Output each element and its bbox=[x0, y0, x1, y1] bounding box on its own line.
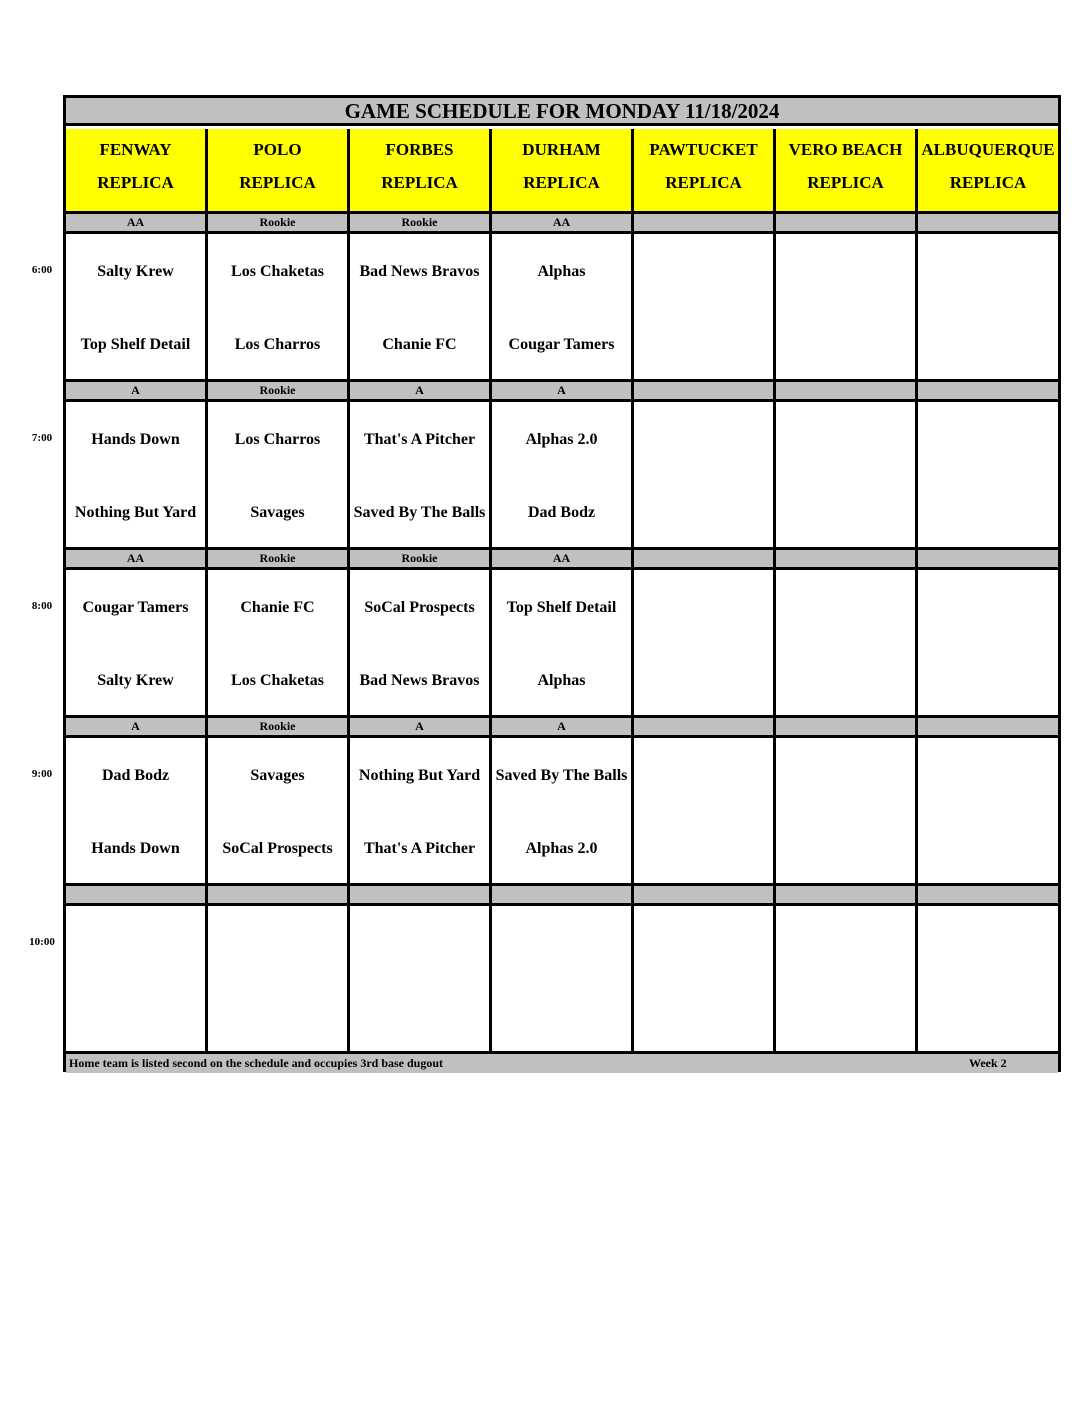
game-cell bbox=[634, 570, 773, 715]
home-team: Top Shelf Detail bbox=[80, 335, 191, 353]
time-label: 8:00 bbox=[31, 600, 53, 612]
game-cell bbox=[66, 570, 205, 715]
game-cell bbox=[918, 570, 1058, 715]
game-cell bbox=[350, 906, 489, 1051]
schedule-title: GAME SCHEDULE FOR MONDAY 11/18/2024 bbox=[66, 98, 1058, 126]
away-team bbox=[918, 417, 1058, 461]
time-label: 6:00 bbox=[31, 264, 53, 276]
column-divider-line bbox=[631, 129, 634, 1054]
away-team bbox=[918, 921, 1058, 965]
game-cell bbox=[350, 402, 489, 547]
time-label: 9:00 bbox=[31, 768, 53, 780]
away-team: Alphas 2.0 bbox=[525, 430, 598, 448]
home-team: Savages bbox=[250, 503, 305, 521]
game-cell bbox=[776, 738, 915, 883]
away-team: Cougar Tamers bbox=[82, 598, 189, 616]
home-team bbox=[776, 322, 915, 366]
division-cell bbox=[492, 886, 631, 903]
home-team bbox=[918, 490, 1058, 534]
away-team: Top Shelf Detail bbox=[506, 598, 617, 616]
away-team bbox=[918, 249, 1058, 293]
game-cell bbox=[208, 906, 347, 1051]
away-team: That's A Pitcher bbox=[363, 430, 476, 448]
week-label: Week 2 bbox=[969, 1056, 1007, 1070]
game-cell bbox=[634, 402, 773, 547]
division-cell bbox=[776, 214, 915, 231]
field-name: FORBES bbox=[385, 140, 454, 159]
game-cell bbox=[66, 738, 205, 883]
field-header bbox=[634, 129, 773, 211]
field-header bbox=[66, 129, 205, 211]
home-team: Los Chaketas bbox=[231, 671, 324, 689]
away-team bbox=[918, 585, 1058, 629]
away-team: Savages bbox=[250, 766, 305, 784]
footer-note: Home team is listed second on the schedule and occupies 3rd base dugout bbox=[69, 1056, 444, 1070]
field-name: POLO bbox=[253, 140, 302, 159]
away-team: Salty Krew bbox=[97, 262, 174, 280]
game-cell bbox=[350, 570, 489, 715]
game-cell bbox=[492, 570, 631, 715]
away-team: Los Charros bbox=[234, 430, 321, 448]
away-team: Nothing But Yard bbox=[358, 766, 481, 784]
division-cell bbox=[634, 550, 773, 567]
home-team: Cougar Tamers bbox=[508, 335, 615, 353]
home-team bbox=[634, 322, 773, 366]
home-team: Saved By The Balls bbox=[353, 503, 486, 521]
game-cell bbox=[492, 234, 631, 379]
division-cell: AA bbox=[492, 214, 631, 231]
game-cell bbox=[776, 570, 915, 715]
division-cell bbox=[634, 718, 773, 735]
division-cell bbox=[776, 382, 915, 399]
schedule-table bbox=[63, 95, 1061, 1072]
home-team: Chanie FC bbox=[382, 335, 457, 353]
division-cell: Rookie bbox=[350, 214, 489, 231]
game-cell bbox=[492, 906, 631, 1051]
home-team: Alphas bbox=[537, 671, 586, 689]
away-team bbox=[634, 417, 773, 461]
column-divider-line bbox=[489, 129, 492, 1054]
division-cell bbox=[634, 382, 773, 399]
away-team bbox=[634, 585, 773, 629]
away-team: Los Chaketas bbox=[231, 262, 324, 280]
home-team: Salty Krew bbox=[97, 671, 174, 689]
game-cell bbox=[776, 402, 915, 547]
away-team: Hands Down bbox=[91, 430, 180, 448]
field-header bbox=[492, 129, 631, 211]
field-subtitle: REPLICA bbox=[665, 173, 742, 192]
away-team bbox=[776, 921, 915, 965]
home-team: Los Charros bbox=[234, 335, 321, 353]
field-subtitle: REPLICA bbox=[949, 173, 1027, 192]
field-name: VERO BEACH bbox=[788, 140, 903, 159]
away-team bbox=[776, 585, 915, 629]
division-cell: AA bbox=[492, 550, 631, 567]
game-cell bbox=[66, 402, 205, 547]
time-label: 7:00 bbox=[31, 432, 53, 444]
division-cell: A bbox=[66, 382, 205, 399]
away-team bbox=[776, 753, 915, 797]
column-divider-line bbox=[347, 129, 350, 1054]
away-team: Saved By The Balls bbox=[495, 766, 628, 784]
home-team bbox=[492, 994, 631, 1038]
field-subtitle: REPLICA bbox=[523, 173, 600, 192]
game-cell bbox=[918, 738, 1058, 883]
game-cell bbox=[208, 738, 347, 883]
away-team: SoCal Prospects bbox=[364, 598, 475, 616]
home-team bbox=[918, 826, 1058, 870]
time-label: 10:00 bbox=[29, 936, 55, 948]
away-team bbox=[492, 921, 631, 965]
field-name: ALBUQUERQUE bbox=[921, 140, 1055, 159]
division-cell bbox=[918, 718, 1058, 735]
home-team bbox=[208, 994, 347, 1038]
division-cell: A bbox=[492, 718, 631, 735]
home-team bbox=[634, 658, 773, 702]
game-cell bbox=[208, 234, 347, 379]
division-cell: A bbox=[350, 718, 489, 735]
division-cell bbox=[776, 550, 915, 567]
home-team: Dad Bodz bbox=[527, 503, 596, 521]
division-cell: A bbox=[350, 382, 489, 399]
game-cell bbox=[66, 234, 205, 379]
away-team bbox=[66, 921, 205, 965]
division-cell bbox=[776, 718, 915, 735]
division-cell bbox=[918, 886, 1058, 903]
division-cell bbox=[634, 886, 773, 903]
home-team bbox=[634, 490, 773, 534]
column-divider-line bbox=[915, 129, 918, 1054]
division-cell bbox=[918, 382, 1058, 399]
field-name: PAWTUCKET bbox=[649, 140, 758, 159]
field-header bbox=[350, 129, 489, 211]
game-cell bbox=[634, 738, 773, 883]
game-cell bbox=[776, 906, 915, 1051]
field-header bbox=[208, 129, 347, 211]
home-team bbox=[918, 994, 1058, 1038]
home-team bbox=[634, 994, 773, 1038]
division-cell bbox=[634, 214, 773, 231]
division-cell: Rookie bbox=[350, 550, 489, 567]
away-team: Chanie FC bbox=[240, 598, 315, 616]
division-cell bbox=[350, 886, 489, 903]
home-team bbox=[776, 490, 915, 534]
home-team: Alphas 2.0 bbox=[525, 839, 598, 857]
division-cell: Rookie bbox=[208, 214, 347, 231]
division-cell bbox=[66, 886, 205, 903]
home-team: Hands Down bbox=[91, 839, 180, 857]
home-team bbox=[918, 658, 1058, 702]
away-team bbox=[634, 753, 773, 797]
division-cell bbox=[208, 886, 347, 903]
field-subtitle: REPLICA bbox=[807, 173, 884, 192]
away-team bbox=[776, 417, 915, 461]
away-team bbox=[634, 249, 773, 293]
game-cell bbox=[634, 234, 773, 379]
division-cell: Rookie bbox=[208, 550, 347, 567]
game-cell bbox=[492, 738, 631, 883]
division-cell: A bbox=[492, 382, 631, 399]
column-divider-line bbox=[205, 129, 208, 1054]
home-team bbox=[918, 322, 1058, 366]
away-team: Dad Bodz bbox=[101, 766, 170, 784]
home-team: Nothing But Yard bbox=[74, 503, 197, 521]
away-team: Alphas bbox=[537, 262, 586, 280]
game-cell bbox=[918, 906, 1058, 1051]
home-team bbox=[634, 826, 773, 870]
game-cell bbox=[918, 402, 1058, 547]
field-header bbox=[776, 129, 915, 211]
home-team: That's A Pitcher bbox=[363, 839, 476, 857]
game-cell bbox=[350, 234, 489, 379]
division-cell: AA bbox=[66, 550, 205, 567]
home-team: Bad News Bravos bbox=[359, 671, 480, 689]
away-team bbox=[208, 921, 347, 965]
division-cell: A bbox=[66, 718, 205, 735]
home-team bbox=[66, 994, 205, 1038]
division-cell: Rookie bbox=[208, 382, 347, 399]
division-cell bbox=[776, 886, 915, 903]
field-subtitle: REPLICA bbox=[239, 173, 316, 192]
field-name: FENWAY bbox=[99, 140, 172, 159]
game-cell bbox=[492, 402, 631, 547]
field-header bbox=[918, 129, 1058, 211]
away-team bbox=[350, 921, 489, 965]
field-subtitle: REPLICA bbox=[381, 173, 458, 192]
game-cell bbox=[66, 906, 205, 1051]
away-team bbox=[634, 921, 773, 965]
column-divider-line bbox=[773, 129, 776, 1054]
division-cell bbox=[918, 550, 1058, 567]
division-cell bbox=[918, 214, 1058, 231]
game-cell bbox=[918, 234, 1058, 379]
division-cell: AA bbox=[66, 214, 205, 231]
game-cell bbox=[208, 570, 347, 715]
away-team bbox=[918, 753, 1058, 797]
home-team bbox=[350, 994, 489, 1038]
game-cell bbox=[208, 402, 347, 547]
footer-bar bbox=[66, 1054, 1058, 1073]
division-cell: Rookie bbox=[208, 718, 347, 735]
game-cell bbox=[350, 738, 489, 883]
home-team bbox=[776, 826, 915, 870]
field-name: DURHAM bbox=[522, 140, 601, 159]
game-cell bbox=[776, 234, 915, 379]
home-team bbox=[776, 658, 915, 702]
field-subtitle: REPLICA bbox=[97, 173, 174, 192]
away-team: Bad News Bravos bbox=[359, 262, 480, 280]
home-team bbox=[776, 994, 915, 1038]
home-team: SoCal Prospects bbox=[222, 839, 333, 857]
game-cell bbox=[634, 906, 773, 1051]
away-team bbox=[776, 249, 915, 293]
